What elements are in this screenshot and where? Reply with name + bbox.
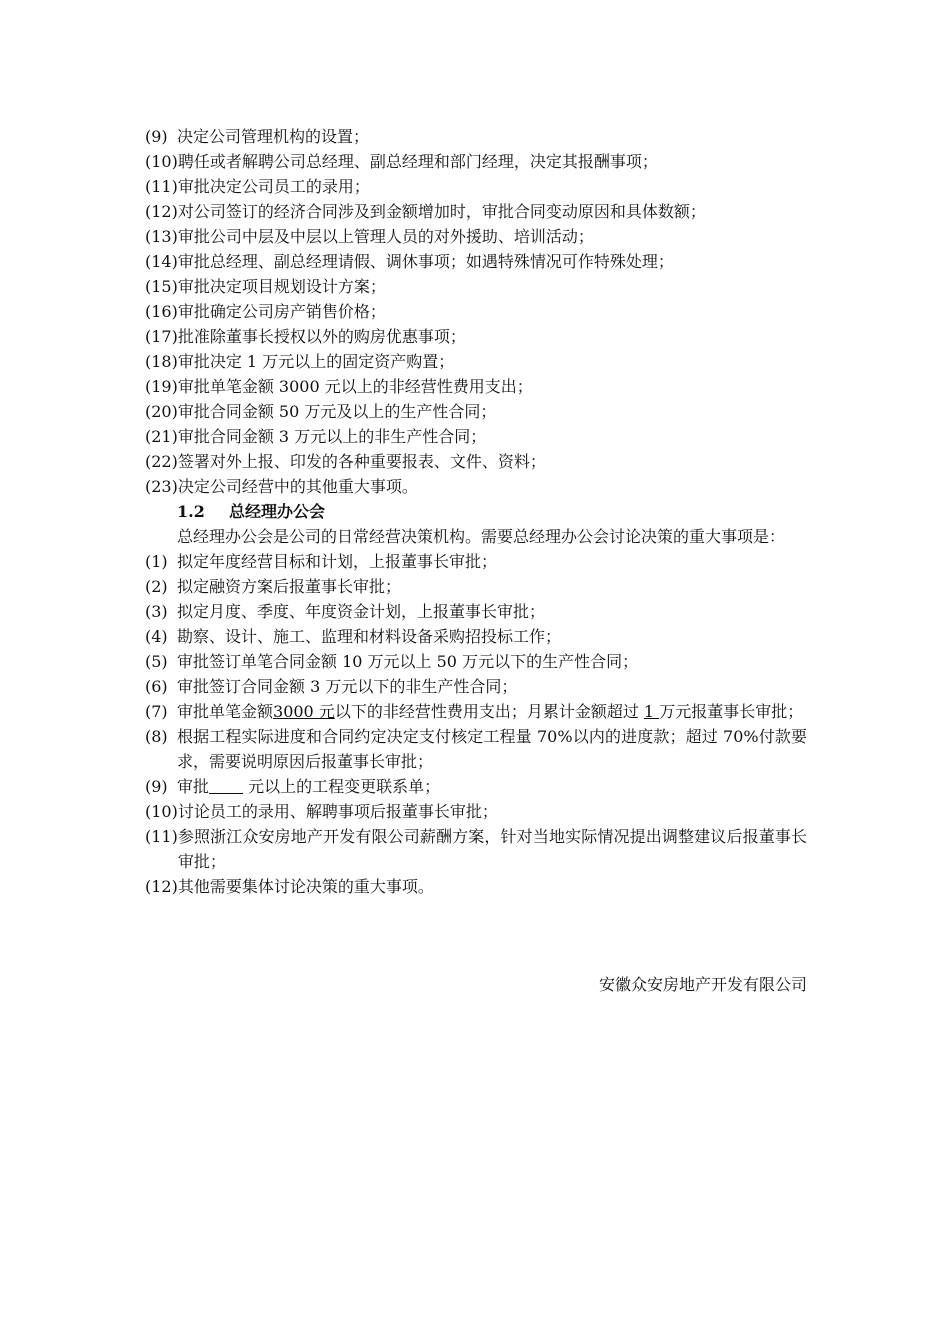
list-item: [145, 299, 807, 324]
item-text: [177, 699, 807, 724]
item-text: 审批签订单笔合同金额 10 万元以上 50 万元以下的生产性合同；: [177, 652, 639, 671]
item-number: (11): [145, 827, 178, 846]
item-text: 审批决定 1 万元以上的固定资产购置；: [177, 352, 455, 371]
item-text: 审批签订合同金额 3 万元以下的非生产性合同；: [177, 677, 518, 696]
list-item: [145, 474, 807, 499]
item-number: (12): [145, 202, 178, 221]
item-text: 决定公司经营中的其他重大事项。: [177, 477, 418, 496]
list-item: [145, 624, 807, 649]
item-text: 聘任或者解聘公司总经理、副总经理和部门经理，决定其报酬事项；: [177, 152, 658, 171]
list-item: [145, 199, 807, 224]
list-item: [145, 674, 807, 699]
item-number: (10): [145, 802, 178, 821]
list-item: [145, 574, 807, 599]
item-number: (21): [145, 427, 178, 446]
item-text-part: 审批: [177, 777, 210, 796]
item-number: (1): [145, 552, 168, 571]
item-number: (20): [145, 402, 178, 421]
blank-fill-line: [209, 777, 243, 794]
list-item: [145, 724, 807, 774]
item-number: (9): [145, 777, 168, 796]
list-item: [145, 274, 807, 299]
approval-list-chairman: [145, 124, 807, 899]
item-text: 参照浙江众安房地产开发有限公司薪酬方案，针对当地实际情况提出调整建议后报董事长审批；: [177, 827, 807, 871]
item-number: (9): [145, 127, 168, 146]
item-text: 拟定月度、季度、年度资金计划，上报董事长审批；: [177, 602, 546, 621]
list-item: [145, 224, 807, 249]
item-text: 审批合同金额 50 万元及以上的生产性合同；: [177, 402, 497, 421]
item-text: 拟定年度经营目标和计划，上报董事长审批；: [177, 552, 498, 571]
list-item: [145, 399, 807, 424]
item-text: [177, 774, 807, 799]
item-text: 根据工程实际进度和合同约定决定支付核定工程量 70%以内的进度款；超过 70%付款要求，需要说明原因后报董事长审批；: [177, 727, 807, 771]
item-number: (23): [145, 477, 178, 496]
list-item: [145, 324, 807, 349]
item-number: (10): [145, 152, 178, 171]
item-text: 批准除董事长授权以外的购房优惠事项；: [177, 327, 466, 346]
item-number: (4): [145, 627, 168, 646]
item-text: 签署对外上报、印发的各种重要报表、文件、资料；: [177, 452, 546, 471]
list-item: [145, 174, 807, 199]
list-item: [145, 549, 807, 574]
list-item: [145, 424, 807, 449]
item-number: (3): [145, 602, 168, 621]
item-text: 审批合同金额 3 万元以上的非生产性合同；: [177, 427, 487, 446]
item-number: (16): [145, 302, 178, 321]
item-text: 审批决定项目规划设计方案；: [177, 277, 386, 296]
list-item: [145, 124, 807, 149]
list-item: [145, 774, 807, 799]
item-text: 审批决定公司员工的录用；: [177, 177, 370, 196]
section-heading: [145, 499, 807, 524]
list-item: [145, 449, 807, 474]
item-text-part: 元以上的工程变更联系单；: [243, 777, 441, 796]
underlined-amount: 3000 元: [273, 702, 335, 721]
list-item: [145, 874, 807, 899]
list-item: [145, 824, 807, 874]
item-text-part: 审批单笔金额: [177, 702, 274, 721]
item-number: (13): [145, 227, 178, 246]
item-text: 审批单笔金额 3000 元以上的非经营性费用支出；: [177, 377, 533, 396]
item-number: (18): [145, 352, 178, 371]
item-number: (19): [145, 377, 178, 396]
list-item: [145, 599, 807, 624]
item-text-part: 万元报董事长审批；: [659, 702, 804, 721]
item-text: 审批公司中层及中层以上管理人员的对外援助、培训活动；: [177, 227, 594, 246]
item-text-part: 以下的非经营性费用支出；月累计金额超过: [334, 702, 644, 721]
item-number: (15): [145, 277, 178, 296]
list-item: [145, 799, 807, 824]
item-number: (5): [145, 652, 168, 671]
item-text: 审批总经理、副总经理请假、调休事项；如遇特殊情况可作特殊处理；: [177, 252, 674, 271]
item-number: (11): [145, 177, 178, 196]
underlined-limit: 1: [643, 702, 660, 721]
item-text: 拟定融资方案后报董事长审批；: [177, 577, 402, 596]
item-number: (2): [145, 577, 168, 596]
item-number: (22): [145, 452, 178, 471]
list-item: [145, 649, 807, 674]
section-intro: 总经理办公会是公司的日常经营决策机构。需要总经理办公会讨论决策的重大事项是：: [177, 527, 786, 546]
item-text: 勘察、设计、施工、监理和材料设备采购招投标工作；: [177, 627, 562, 646]
section-number: 1.2: [177, 502, 205, 521]
item-text: 其他需要集体讨论决策的重大事项。: [177, 877, 434, 896]
item-number: (6): [145, 677, 168, 696]
section-title: 总经理办公会: [229, 502, 326, 521]
item-number: (12): [145, 877, 178, 896]
list-item: [145, 249, 807, 274]
item-text: 决定公司管理机构的设置；: [177, 127, 370, 146]
company-signature: 安徽众安房地产开发有限公司: [598, 975, 807, 994]
item-text: 对公司签订的经济合同涉及到金额增加时，审批合同变动原因和具体数额；: [177, 202, 706, 221]
item-number: (14): [145, 252, 178, 271]
item-number: (8): [145, 727, 168, 746]
item-number: (17): [145, 327, 178, 346]
list-item: [145, 699, 807, 724]
list-item: [145, 374, 807, 399]
item-text: 审批确定公司房产销售价格；: [177, 302, 386, 321]
item-number: (7): [145, 702, 168, 721]
list-item: [145, 349, 807, 374]
list-item: [145, 149, 807, 174]
item-text: 讨论员工的录用、解聘事项后报董事长审批；: [177, 802, 498, 821]
